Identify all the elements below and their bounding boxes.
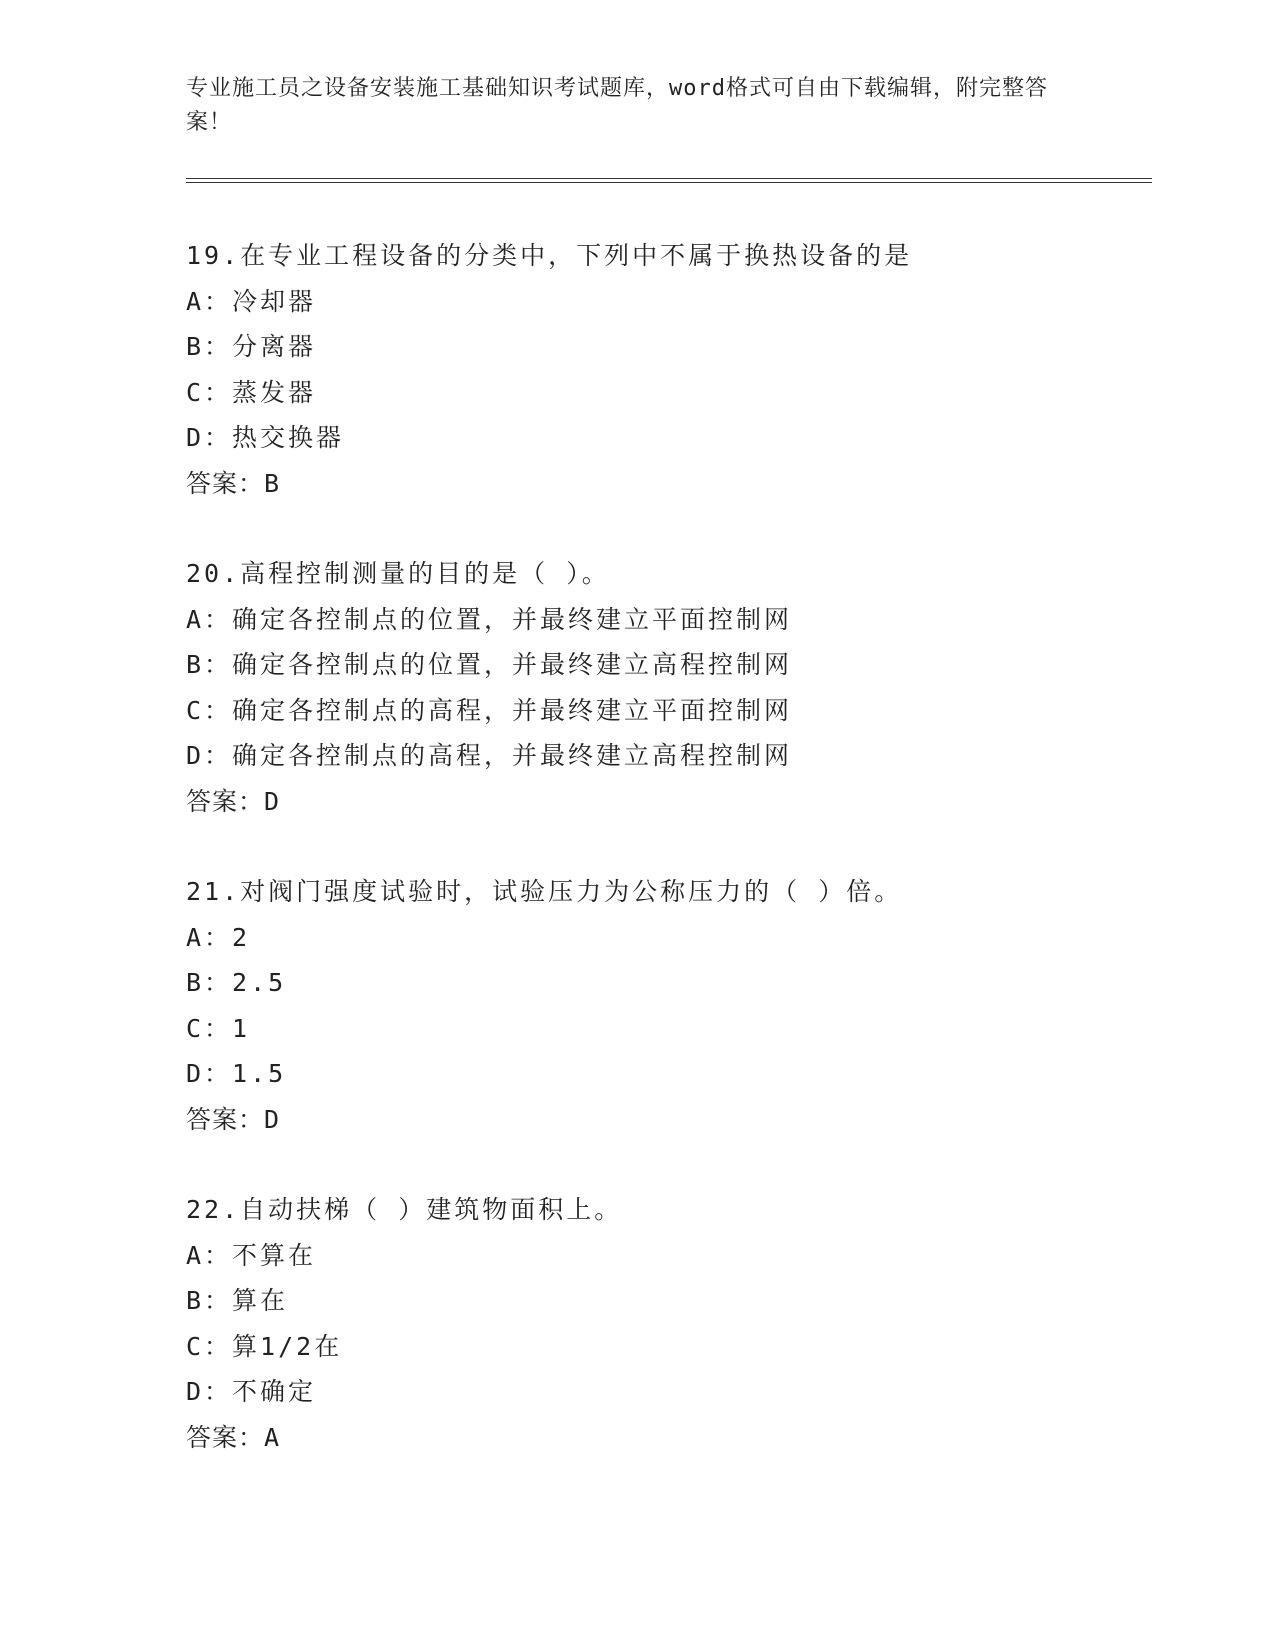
question-stem: 19.在专业工程设备的分类中，下列中不属于换热设备的是	[186, 241, 913, 270]
document-header: 专业施工员之设备安装施工基础知识考试题库，word格式可自由下载编辑，附完整答案！	[186, 76, 1048, 135]
question-stem: 20.高程控制测量的目的是（ ）。	[186, 559, 610, 588]
header-divider	[186, 178, 1152, 183]
answer-value: D	[264, 1104, 281, 1134]
option-a: A：不算在	[186, 1240, 317, 1270]
answer-label: 答案：	[186, 1422, 265, 1452]
option-c: C：算1/2在	[186, 1331, 343, 1361]
option-d: D：热交换器	[186, 423, 345, 452]
question-stem: 21.对阀门强度试验时，试验压力为公称压力的（ ）倍。	[186, 877, 903, 906]
option-d: D：不确定	[186, 1377, 317, 1406]
answer-line	[186, 1415, 1146, 1461]
option-b: B：算在	[186, 1286, 289, 1315]
answer-value: A	[264, 1422, 281, 1452]
question-stem: 22.自动扶梯（ ）建筑物面积上。	[186, 1195, 623, 1224]
answer-line	[186, 779, 1146, 825]
option-d: D：1.5	[186, 1059, 287, 1088]
option-c: C：确定各控制点的高程，并最终建立平面控制网	[186, 695, 793, 725]
option-a: A：冷却器	[186, 286, 317, 316]
question-block	[186, 1187, 1146, 1460]
option-a: A：确定各控制点的位置，并最终建立平面控制网	[186, 604, 793, 634]
option-d: D：确定各控制点的高程，并最终建立高程控制网	[186, 741, 793, 770]
question-block	[186, 551, 1146, 824]
answer-label: 答案：	[186, 786, 265, 816]
answer-value: D	[264, 786, 281, 816]
question-block	[186, 233, 1146, 506]
option-a: A：2	[186, 922, 251, 952]
answer-label: 答案：	[186, 468, 265, 498]
option-c: C：蒸发器	[186, 377, 317, 407]
option-b: B：确定各控制点的位置，并最终建立高程控制网	[186, 650, 793, 679]
answer-value: B	[264, 468, 281, 498]
option-b: B：分离器	[186, 332, 317, 361]
answer-line	[186, 461, 1146, 507]
option-c: C：1	[186, 1013, 251, 1043]
option-b: B：2.5	[186, 968, 287, 997]
answer-label: 答案：	[186, 1104, 265, 1134]
answer-line	[186, 1097, 1146, 1143]
question-block	[186, 869, 1146, 1142]
